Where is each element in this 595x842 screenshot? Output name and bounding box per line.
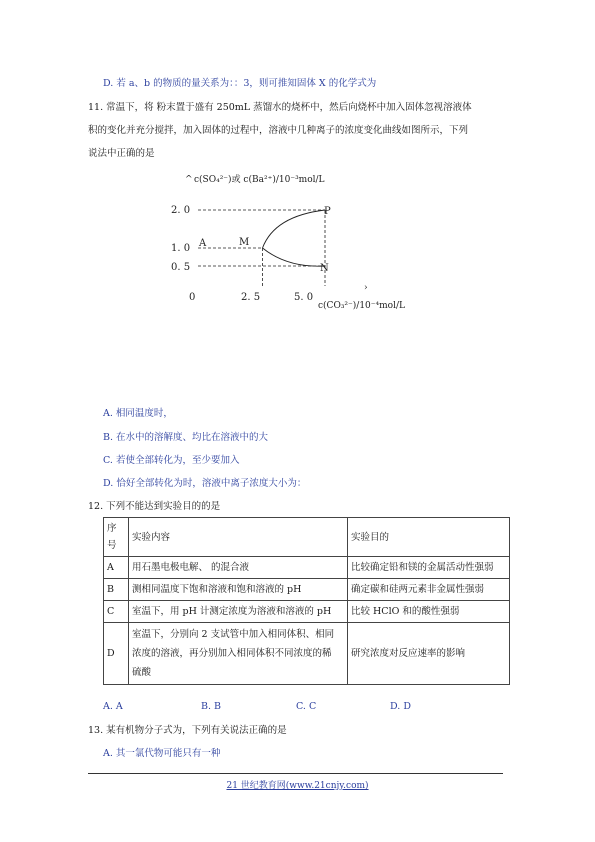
y-tick-2-0: 2. 0 [171, 205, 191, 216]
q12-answer-c: C. C [296, 701, 317, 712]
point-label-m: M [239, 237, 250, 248]
point-label-n: N [320, 263, 329, 274]
y-tick-1-0: 1. 0 [171, 243, 191, 254]
x-tick-2-5: 2. 5 [241, 292, 261, 303]
q11-stem-line-1: 11. 常温下，将 粉末置于盛有 250mL 蒸馏水的烧杯中，然后向烧杯中加入固体忽视溶液体 [88, 102, 472, 113]
q13-option-a: A. 其一氯代物可能只有一种 [103, 748, 221, 759]
header-content: 实验内容 [129, 518, 348, 557]
row-content-line: 硫酸 [132, 667, 152, 678]
table-row [104, 601, 510, 623]
q11-stem-line-3: 说法中正确的是 [88, 148, 155, 159]
point-label-p: P [324, 206, 331, 217]
q11-chart [160, 168, 420, 318]
row-purpose: 比较确定铅和镁的金属活动性强弱 [348, 557, 510, 579]
q11-option-c: C. 若使全部转化为，至少要加入 [103, 455, 240, 466]
table-header-row [104, 518, 510, 557]
row-content: 室温下，用 pH 计测定浓度为溶液和溶液的 pH [129, 601, 348, 623]
x-tick-5-0: 5. 0 [294, 292, 314, 303]
q12-answer-d: D. D [390, 701, 411, 712]
row-id: A [104, 557, 129, 579]
table-row [104, 557, 510, 579]
q11-option-d: D. 恰好全部转化为时，溶液中离子浓度大小为： [103, 478, 307, 489]
y-axis-arrow: ^ [185, 175, 193, 185]
x-axis-arrow: › [364, 283, 368, 293]
row-purpose: 研究浓度对反应速率的影响 [348, 623, 510, 685]
q13-stem: 13. 某有机物分子式为，下列有关说法正确的是 [88, 725, 287, 736]
point-label-a: A [199, 238, 207, 249]
header-id: 序号 [104, 518, 129, 557]
y-tick-0-5: 0. 5 [171, 262, 191, 273]
q10-option-d: D. 若 a、b 的物质的量关系为：：3，则可推知固体 X 的化学式为 [103, 78, 377, 89]
q11-stem-line-2: 积的变化并充分搅拌，加入固体的过程中，溶液中几种离子的浓度变化曲线如图所示，下列 [88, 125, 469, 136]
table-row [104, 623, 510, 685]
table-row [104, 579, 510, 601]
experiment-table [103, 517, 510, 685]
x-tick-0: 0 [189, 292, 196, 303]
q12-stem: 12. 下列不能达到实验目的的是 [88, 501, 221, 512]
row-id: C [104, 601, 129, 623]
curve-m-to-p [263, 210, 326, 248]
row-content-line: 浓度的溶液，再分别加入相同体积不同浓度的稀 [132, 648, 332, 659]
q11-option-a: A. 相同温度时， [103, 408, 173, 419]
header-purpose: 实验目的 [348, 518, 510, 557]
row-content: 用石墨电极电解、 的混合液 [129, 557, 348, 579]
curves [263, 210, 326, 266]
row-purpose: 比较 HClO 和的酸性强弱 [348, 601, 510, 623]
row-content [129, 623, 348, 685]
row-id: B [104, 579, 129, 601]
y-axis-label: c(SO₄²⁻)或 c(Ba²⁺)/10⁻³mol/L [194, 175, 325, 185]
footer-link[interactable]: 21 世纪教育网(www.21cnjy.com) [226, 781, 369, 791]
row-content-line: 室温下，分别向 2 支试管中加入相同体积、相同 [132, 629, 335, 640]
q11-option-b: B. 在水中的溶解度、均比在溶液中的大 [103, 432, 269, 443]
guide-lines [198, 210, 325, 286]
q12-answer-a: A. A [103, 701, 123, 712]
row-content: 测相同温度下饱和溶液和饱和溶液的 pH [129, 579, 348, 601]
row-id: D [104, 623, 129, 685]
footer-rule [88, 773, 503, 774]
curve-m-to-n [263, 248, 326, 266]
x-axis-label: c(CO₃²⁻)/10⁻⁴mol/L [318, 301, 405, 311]
row-purpose: 确定碳和硅两元素非金属性强弱 [348, 579, 510, 601]
q12-answer-b: B. B [201, 701, 222, 712]
